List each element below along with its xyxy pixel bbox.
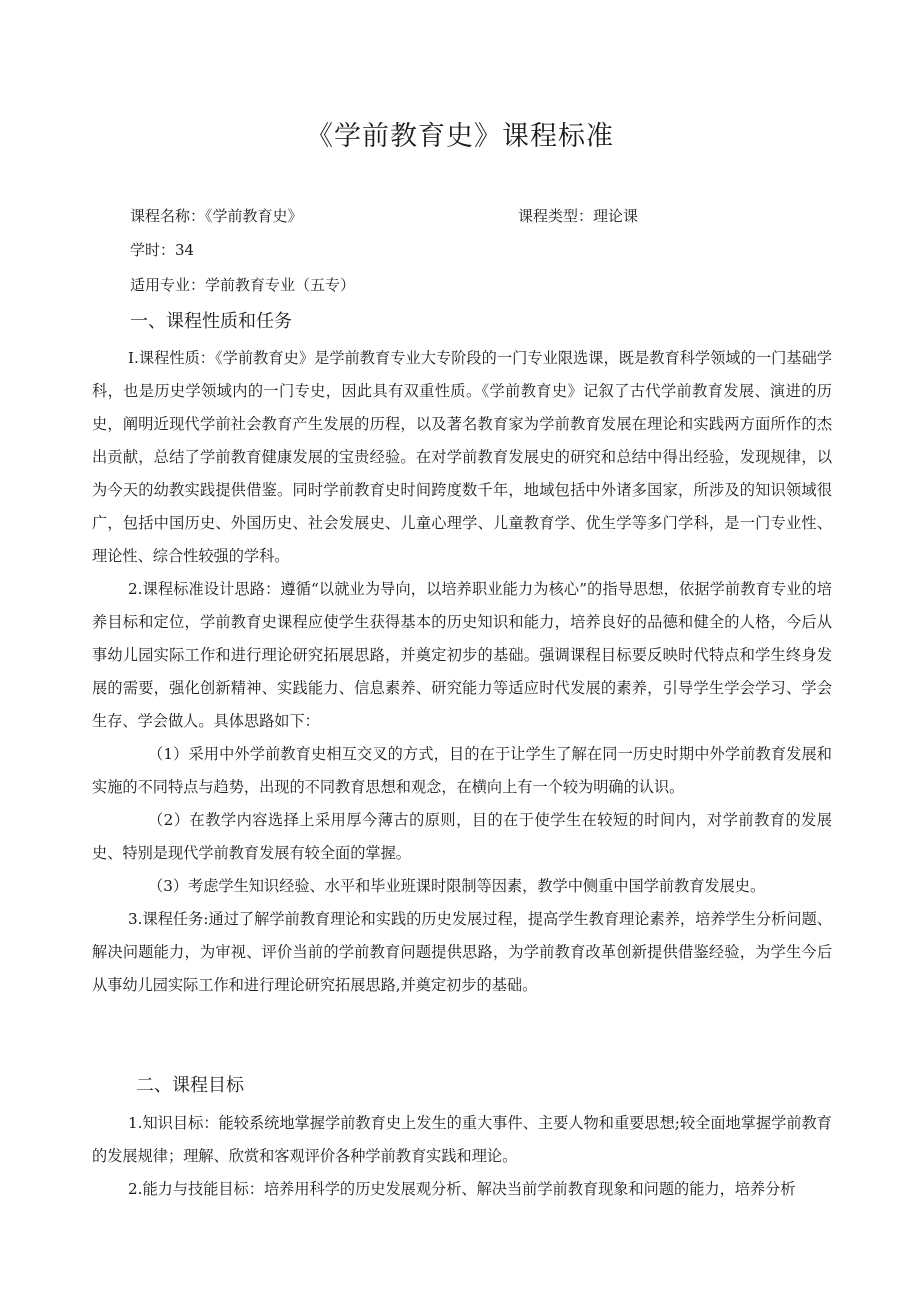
paragraph-approach-item-1: （1）采用中外学前教育史相互交叉的方式，目的在于让学生了解在同一历史时期中外学前教育发展和实施的不同特点与趋势，出现的不同教育思想和观念，在横向上有一个较为明确的认识。 bbox=[92, 745, 832, 796]
paragraph-design-approach: 2.课程标准设计思路：遵循“以就业为导向，以培养职业能力为核心”的指导思想，依据学前教育专业的培养目标和定位，学前教育史课程应使学生获得基本的历史知识和能力，培养良好的品德和健全的人格，今后从事幼儿园实际工作和进行理论研究拓展思路，并奠定初步的基础。强调课程目标要反映时代特点和学生终身发展的需要，强化创新精神、实践能力、信息素养、研究能力等适应时代发展的素养，引导学生学会学习、学会生存、学会做人。具体思路如下： bbox=[92, 580, 832, 730]
paragraph-approach-item-2: （2）在教学内容选择上采用厚今薄古的原则，目的在于使学生在较短的时间内，对学前教育的发展史、特别是现代学前教育发展有较全面的掌握。 bbox=[92, 811, 832, 862]
section-heading-1: 一、课程性质和任务 bbox=[130, 311, 292, 332]
paragraph-course-tasks: 3.课程任务:通过了解学前教育理论和实践的历史发展过程，提高学生教育理论素养，培养学生分析问题、解决问题能力，为审视、评价当前的学前教育问题提供思路，为学前教育改革创新提供借鉴经验，为学生今后从事幼儿园实际工作和进行理论研究拓展思路,并奠定初步的基础。 bbox=[92, 910, 832, 994]
section-1-body bbox=[92, 342, 832, 1002]
course-type: 课程类型：理论课 bbox=[518, 207, 639, 225]
paragraph-course-nature: I.课程性质：《学前教育史》是学前教育专业大专阶段的一门专业限选课，既是教育科学领域的一门基础学科，也是历史学领域内的一门专史，因此具有双重性质。《学前教育史》记叙了古代学前教育发展、演进的历史，阐明近现代学前社会教育产生发展的历程，以及著名教育家为学前教育发展在理论和实践两方面所作的杰出贡献，总结了学前教育健康发展的宝贵经验。在对学前教育发展史的研究和总结中得出经验，发现规律，以为今天的幼教实践提供借鉴。同时学前教育史时间跨度数千年，地域包括中外诸多国家，所涉及的知识领域很广，包括中国历史、外国历史、社会发展史、儿童心理学、儿童教育学、优生学等多门学科，是一门专业性、理论性、综合性较强的学科。 bbox=[92, 349, 832, 565]
document-title: 《学前教育史》课程标准 bbox=[306, 121, 614, 152]
paragraph-knowledge-goal: 1.知识目标：能较系统地掌握学前教育史上发生的重大事件、主要人物和重要思想;较全面地掌握学前教育的发展规律；理解、欣赏和客观评价各种学前教育实践和理论。 bbox=[92, 1114, 832, 1165]
paragraph-ability-goal: 2.能力与技能目标：培养用科学的历史发展观分析、解决当前学前教育现象和问题的能力，培养分析 bbox=[128, 1180, 796, 1198]
section-heading-2: 二、课程目标 bbox=[136, 1075, 244, 1096]
course-hours: 学时：34 bbox=[130, 241, 195, 259]
section-2-body bbox=[92, 1107, 832, 1206]
paragraph-approach-item-3: （3）考虑学生知识经验、水平和毕业班课时限制等因素，教学中侧重中国学前教育发展史。 bbox=[148, 877, 766, 895]
course-major: 适用专业：学前教育专业（五专） bbox=[130, 276, 356, 294]
course-name: 课程名称：《学前教育史》 bbox=[130, 207, 303, 225]
